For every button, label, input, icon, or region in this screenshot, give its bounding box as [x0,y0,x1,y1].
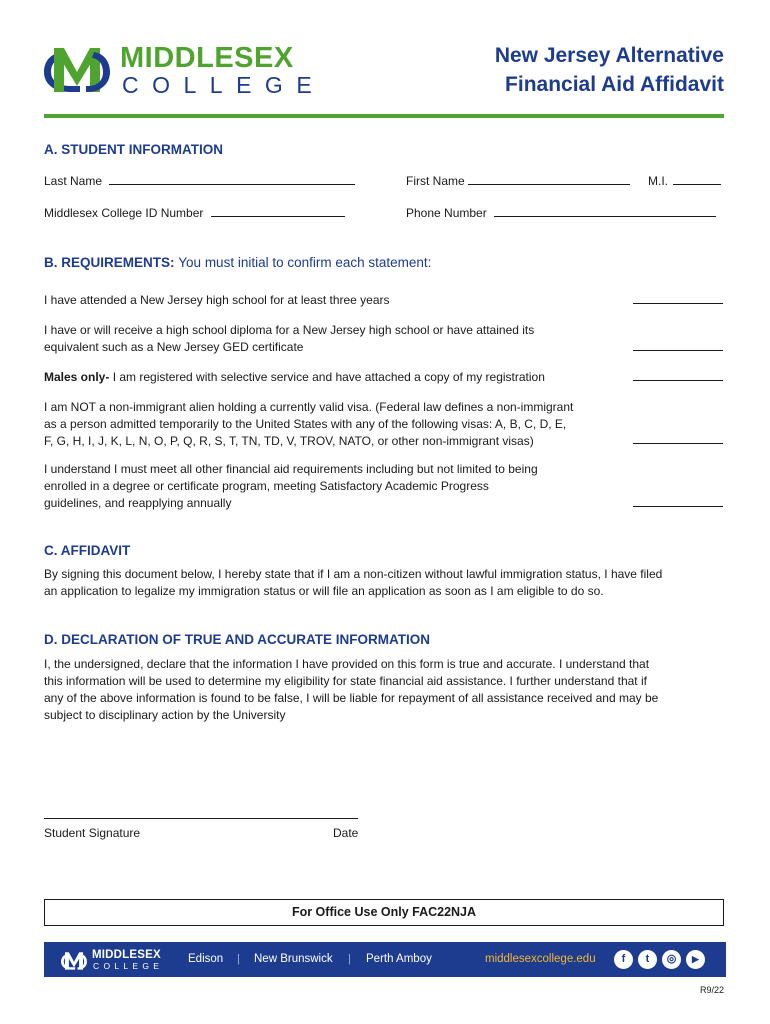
signature-line[interactable] [44,818,358,819]
website-link[interactable]: middlesexcollege.edu [485,953,596,965]
last-name-line[interactable] [109,174,355,185]
affidavit-line-1: By signing this document below, I hereby state that if I am a non-citizen without lawful immigration status, I have filed [44,567,663,581]
phone-line[interactable] [494,206,716,217]
revision-code: R9/22 [699,985,724,995]
footer-logo-name: MIDDLESEX [92,949,161,961]
college-id-label: Middlesex College ID Number [44,206,204,220]
first-name-field[interactable] [406,174,630,188]
requirement-5 [44,461,634,512]
section-b-title: B. REQUIREMENTS: [44,255,175,270]
student-signature-label: Student Signature [44,826,141,840]
requirement-3-initial-line[interactable] [633,380,723,381]
last-name-field[interactable] [44,174,355,188]
last-name-label: Last Name [44,174,103,188]
requirement-2-line-2: equivalent such as a New Jersey GED certificate [44,340,304,354]
requirement-1-initial-line[interactable] [633,303,723,304]
title-line-2: Financial Aid Affidavit [505,73,724,96]
requirement-4-initial-line[interactable] [633,443,723,444]
requirement-2 [44,322,629,356]
page-title [495,41,724,99]
affidavit-line-2: an application to legalize my immigration status or will file an application as soon as I am eligible to do so. [44,584,604,598]
requirement-4-line-1: I am NOT a non-immigrant alien holding a currently valid visa. (Federal law defines a non-immigrant [44,400,574,414]
twitter-icon[interactable]: t [638,950,657,969]
declaration-line-3: any of the above information is found to be false, I will be liable for repayment of all assistance received and may be [44,691,659,705]
college-id-field[interactable] [44,206,345,220]
logo-name-text: MIDDLESEX [120,42,294,74]
affidavit-text [44,566,734,600]
footer-logo [60,949,170,973]
section-b-heading [44,255,431,270]
requirement-3 [44,369,629,386]
middlesex-m-logo-icon [42,42,112,98]
location-perth-amboy: Perth Amboy [366,953,432,965]
location-separator: | [237,953,240,965]
college-id-line[interactable] [211,206,345,217]
requirement-5-line-3: guidelines, and reapplying annually [44,496,232,510]
declaration-line-2: this information will be used to determine my eligibility for state financial aid assistance. I further understand that if [44,674,647,688]
requirement-1-text: I have attended a New Jersey high school for at least three years [44,293,390,307]
mi-label: M.I. [648,174,668,188]
location-new-brunswick: New Brunswick [254,953,333,965]
date-label: Date [333,826,359,840]
mi-field[interactable] [648,174,721,188]
requirement-4-line-3: F, G, H, I, J, K, L, N, O, P, Q, R, S, T, TN, TD, V, TROV, NATO, or other non-immigrant visas) [44,434,534,448]
facebook-icon[interactable]: f [614,950,633,969]
requirement-2-initial-line[interactable] [633,350,723,351]
requirement-5-initial-line[interactable] [633,506,723,507]
footer-m-logo-icon [60,950,88,972]
mi-line[interactable] [673,174,721,185]
requirement-3-bold: Males only- [44,370,110,384]
logo-college-text: COLLEGE [122,72,326,98]
location-separator: | [348,953,351,965]
section-b-note: You must initial to confirm each statement: [178,255,432,270]
requirement-5-line-1: I understand I must meet all other financial aid requirements including but not limited to being [44,462,538,476]
office-use-box: For Office Use Only FAC22NJA [44,899,724,926]
declaration-line-4: subject to disciplinary action by the University [44,708,286,722]
section-c-heading: C. AFFIDAVIT [44,543,131,558]
requirement-2-line-1: I have or will receive a high school diploma for a New Jersey high school or have attained its [44,323,535,337]
requirement-1 [44,292,629,309]
section-d-heading: D. DECLARATION OF TRUE AND ACCURATE INFORMATION [44,632,430,647]
declaration-line-1: I, the undersigned, declare that the information I have provided on this form is true and accurate. I understand that [44,657,650,671]
youtube-icon[interactable]: ▶ [686,950,705,969]
requirement-4 [44,399,634,450]
first-name-label: First Name [406,174,465,188]
instagram-icon[interactable]: ◎ [662,950,681,969]
middlesex-logo [42,42,326,98]
location-edison: Edison [188,953,224,965]
footer-logo-college: COLLEGE [93,961,164,971]
section-a-heading: A. STUDENT INFORMATION [44,142,223,157]
requirement-5-line-2: enrolled in a degree or certificate program, meeting Satisfactory Academic Progress [44,479,489,493]
footer-bar [44,942,726,977]
requirement-3-text: I am registered with selective service and have attached a copy of my registration [109,370,545,384]
title-line-1: New Jersey Alternative [494,44,724,67]
requirement-4-line-2: as a person admitted temporarily to the United States with any of the following visas: A, B, C, D, E, [44,417,567,431]
phone-field[interactable] [406,206,716,220]
first-name-line[interactable] [468,174,630,185]
phone-label: Phone Number [406,206,487,220]
header-divider [44,114,724,118]
declaration-text [44,656,734,724]
